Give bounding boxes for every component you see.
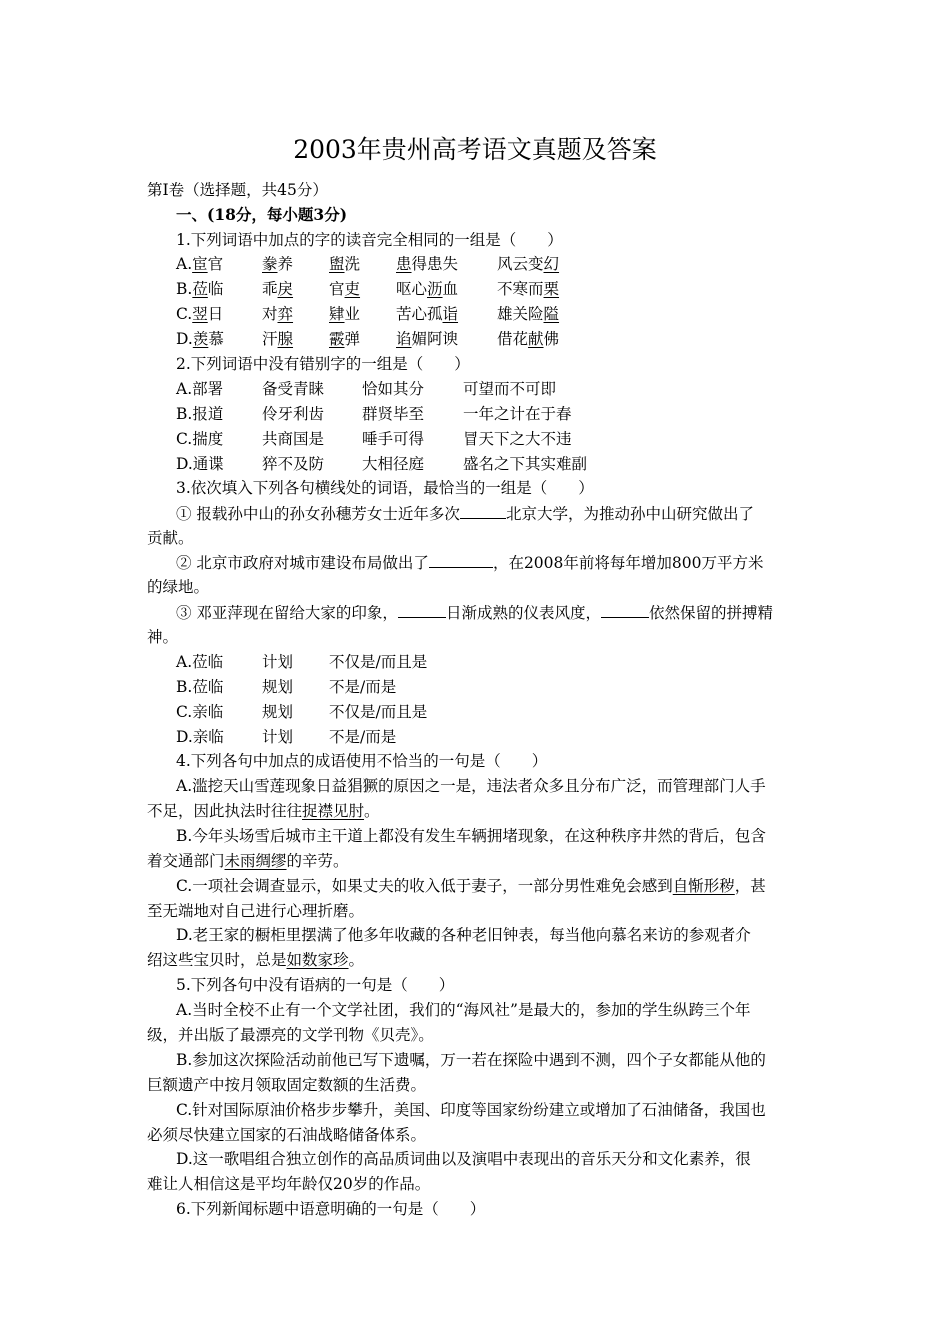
dotted-char: 栗 — [543, 280, 560, 298]
q2-option-b-3: 群贤毕至 — [362, 405, 425, 423]
dotted-char: 患 — [396, 255, 412, 273]
q4-option-a-line2 — [147, 801, 380, 821]
q2-option-d-4: 盛名之下其实难副 — [463, 455, 588, 473]
blank-line — [460, 503, 506, 519]
dotted-char: 诣 — [442, 305, 459, 323]
q2-option-b-1: B.报道 — [176, 405, 224, 423]
dotted-char: 沥 — [427, 280, 443, 298]
option-text: 雄关险 — [497, 305, 544, 323]
q3-option-b-1: B.莅临 — [176, 678, 224, 696]
option-text: 血 — [442, 280, 459, 298]
dotted-char: 幻 — [543, 255, 560, 273]
q3-option-d-1: D.亲临 — [176, 728, 224, 746]
option-text: 绍这些宝贝时，总是 — [147, 951, 287, 969]
option-text: 官 — [329, 280, 345, 298]
q1-option-c-word4 — [396, 304, 458, 324]
sentence-text: ① 报载孙中山的孙女孙穗芳女士近年多次 — [176, 505, 460, 523]
option-text: 苦心孤 — [396, 305, 443, 323]
q3-sentence-3-cont: 神。 — [147, 628, 179, 646]
q1-option-b-word5 — [497, 279, 559, 299]
q1-option-b-word4 — [396, 279, 458, 299]
option-text: C.一项社会调查显示，如果丈夫的收入低于妻子，一部分男性难免会感到 — [176, 877, 673, 895]
sentence-text: ，在2008年前将每年增加800万平方米 — [492, 554, 764, 572]
sentence-text: 依然保留的拼搏精 — [648, 604, 773, 622]
q5-option-b-line1: B.参加这次探险活动前他已写下遗嘱，万一若在探险中遇到不测，四个子女都能从他的 — [176, 1051, 766, 1069]
option-text: 临 — [207, 280, 224, 298]
sentence-text: ③ 邓亚萍现在留给大家的印象， — [176, 604, 398, 622]
q1-option-b-word2 — [262, 279, 293, 299]
q1-option-a — [176, 254, 223, 274]
q4-option-b-line2 — [147, 851, 349, 871]
option-text: ，甚 — [734, 877, 766, 895]
option-text: 的辛劳。 — [286, 852, 349, 870]
page-title: 2003年贵州高考语文真题及答案 — [293, 135, 657, 164]
q2-option-c-4: 冒天下之大不违 — [463, 430, 572, 448]
dotted-char: 豢 — [262, 255, 278, 273]
option-text: 乖 — [262, 280, 278, 298]
q5-option-a-line2: 级，并出版了最漂亮的文学刊物《贝壳》。 — [147, 1026, 434, 1044]
q1-option-a-word5 — [497, 254, 559, 274]
q3-sentence-2 — [176, 552, 763, 573]
q3-option-c-3: 不仅是/而且是 — [329, 703, 428, 721]
blank-line — [429, 552, 493, 568]
q6-stem: 6.下列新闻标题中语意明确的一句是（ ） — [176, 1200, 486, 1218]
q2-option-c-3: 唾手可得 — [362, 430, 425, 448]
q5-option-c-line2: 必须尽快建立国家的石油战略储备体系。 — [147, 1126, 427, 1144]
option-text: 日 — [207, 305, 224, 323]
part-heading: 一、(18分，每小题3分) — [176, 205, 348, 224]
option-text: 业 — [344, 305, 361, 323]
q1-option-b — [176, 279, 223, 299]
dotted-char: 谄 — [396, 330, 412, 348]
q4-option-c-line1 — [176, 876, 766, 896]
q1-option-d — [176, 329, 224, 349]
q3-option-d-3: 不是/而是 — [329, 728, 397, 746]
option-text: 弹 — [344, 330, 361, 348]
dotted-char: 肄 — [329, 305, 345, 323]
option-text: 汗 — [262, 330, 278, 348]
q2-option-b-4: 一年之计在于春 — [463, 405, 572, 423]
option-text: 得患失 — [411, 255, 459, 273]
q5-option-d-line1: D.这一歌唱组合独立创作的高品质词曲以及演唱中表现出的音乐天分和文化素养，很 — [176, 1150, 751, 1168]
q1-option-c — [176, 304, 223, 324]
q5-option-b-line2: 巨额遗产中按月领取固定数额的生活费。 — [147, 1076, 427, 1094]
q5-option-d-line2: 难让人相信这是平均年龄仅20岁的作品。 — [147, 1175, 431, 1193]
dotted-char: 戾 — [277, 280, 294, 298]
q1-option-a-word4 — [396, 254, 458, 274]
q4-option-a-line1: A.滥挖天山雪莲现象日益猖獗的原因之一是，违法者众多且分布广泛，而管理部门人手 — [176, 777, 766, 795]
dotted-idiom: 捉襟见肘 — [302, 802, 365, 820]
option-letter: A. — [176, 255, 193, 273]
dotted-char: 莅 — [192, 280, 208, 298]
q2-option-c-2: 共商国是 — [262, 430, 325, 448]
q4-stem: 4.下列各句中加点的成语使用不恰当的一句是（ ） — [176, 752, 548, 770]
q3-option-d-2: 计划 — [262, 728, 294, 746]
q1-option-a-word3 — [329, 254, 360, 274]
q3-option-a-3: 不仅是/而且是 — [329, 653, 428, 671]
option-text: 官 — [207, 255, 224, 273]
dotted-idiom: 自惭形秽 — [672, 877, 735, 895]
q3-option-b-3: 不是/而是 — [329, 678, 397, 696]
q1-stem: 1.下列词语中加点的字的读音完全相同的一组是（ ） — [176, 231, 563, 249]
q1-option-c-word5 — [497, 304, 559, 324]
q5-option-c-line1: C.针对国际原油价格步步攀升，美国、印度等国家纷纷建立或增加了石油储备，我国也 — [176, 1101, 766, 1119]
q2-option-b-2: 伶牙利齿 — [262, 405, 325, 423]
q3-option-a-1: A.莅临 — [176, 653, 224, 671]
dotted-char: 弈 — [277, 305, 294, 323]
dotted-char: 献 — [528, 330, 544, 348]
q3-sentence-2-cont: 的绿地。 — [147, 578, 210, 596]
dotted-char: 隘 — [543, 305, 560, 323]
q5-stem: 5.下列各句中没有语病的一句是（ ） — [176, 976, 455, 994]
option-letter: D. — [176, 330, 193, 348]
option-text: 佛 — [543, 330, 560, 348]
q3-option-c-2: 规划 — [262, 703, 294, 721]
dotted-char: 霰 — [329, 330, 345, 348]
option-letter: B. — [176, 280, 193, 298]
q3-sentence-3 — [176, 602, 773, 623]
q1-option-c-word2 — [262, 304, 293, 324]
q1-option-a-word2 — [262, 254, 293, 274]
q3-option-c-1: C.亲临 — [176, 703, 224, 721]
dotted-char: 宦 — [192, 255, 208, 273]
q4-option-b-line1: B.今年头场雪后城市主干道上都没有发生车辆拥堵现象，在这种秩序井然的背后，包含 — [176, 827, 766, 845]
dotted-idiom: 未雨绸缪 — [224, 852, 287, 870]
q4-option-d-line2 — [147, 950, 364, 970]
blank-line — [398, 602, 446, 618]
dotted-idiom: 如数家珍 — [286, 951, 349, 969]
q2-option-a-2: 备受青睐 — [262, 380, 325, 398]
q2-option-a-3: 恰如其分 — [362, 380, 425, 398]
option-text: 慕 — [208, 330, 224, 348]
q4-option-d-line1: D.老王家的橱柜里摆满了他多年收藏的各种老旧钟表，每当他向慕名来访的参观者介 — [176, 926, 751, 944]
q1-option-d-word5 — [497, 329, 559, 349]
q1-option-d-word4 — [396, 329, 458, 349]
q3-sentence-1-cont: 贡献。 — [147, 529, 194, 547]
option-text: 不足，因此执法时往往 — [147, 802, 303, 820]
q2-option-a-4: 可望而不可即 — [463, 380, 557, 398]
q2-option-d-1: D.通谍 — [176, 455, 224, 473]
option-text: 风云变 — [497, 255, 544, 273]
option-text: 对 — [262, 305, 278, 323]
dotted-char: 盥 — [329, 255, 345, 273]
dotted-char: 吏 — [344, 280, 361, 298]
option-text: 。 — [348, 951, 365, 969]
q2-stem: 2.下列词语中没有错别字的一组是（ ） — [176, 355, 470, 373]
blank-line — [601, 602, 649, 618]
sentence-text: 日渐成熟的仪表风度， — [445, 604, 601, 622]
sentence-text: ② 北京市政府对城市建设布局做出了 — [176, 554, 429, 572]
q5-option-a-line1: A.当时全校不止有一个文学社团，我们的“海风社”是最大的，参加的学生纵跨三个年 — [176, 1001, 751, 1019]
q1-option-b-word3 — [329, 279, 360, 299]
q4-option-c-line2: 至无端地对自己进行心理折磨。 — [147, 902, 365, 920]
q3-option-b-2: 规划 — [262, 678, 294, 696]
q1-option-d-word2 — [262, 329, 293, 349]
sentence-text: 北京大学，为推动孙中山研究做出了 — [505, 505, 754, 523]
option-letter: C. — [176, 305, 193, 323]
option-text: 借花 — [497, 330, 529, 348]
q2-option-a-1: A.部署 — [176, 380, 224, 398]
q3-sentence-1 — [176, 503, 754, 524]
q1-option-c-word3 — [329, 304, 360, 324]
q1-option-d-word3 — [329, 329, 360, 349]
dotted-char: 翌 — [192, 305, 208, 323]
option-text: 呕心 — [396, 280, 428, 298]
section-heading: 第Ⅰ卷（选择题，共45分） — [147, 181, 328, 199]
option-text: 养 — [277, 255, 294, 273]
q2-option-c-1: C.揣度 — [176, 430, 224, 448]
dotted-char: 羡 — [192, 330, 209, 348]
option-text: 洗 — [344, 255, 361, 273]
q2-option-d-3: 大相径庭 — [362, 455, 425, 473]
option-text: 着交通部门 — [147, 852, 225, 870]
option-text: 媚阿谀 — [411, 330, 459, 348]
q3-option-a-2: 计划 — [262, 653, 294, 671]
option-text: 不寒而 — [497, 280, 544, 298]
dotted-char: 腺 — [277, 330, 294, 348]
q3-stem: 3.依次填入下列各句横线处的词语，最恰当的一组是（ ） — [176, 479, 594, 497]
q2-option-d-2: 猝不及防 — [262, 455, 325, 473]
option-text: 。 — [364, 802, 380, 820]
